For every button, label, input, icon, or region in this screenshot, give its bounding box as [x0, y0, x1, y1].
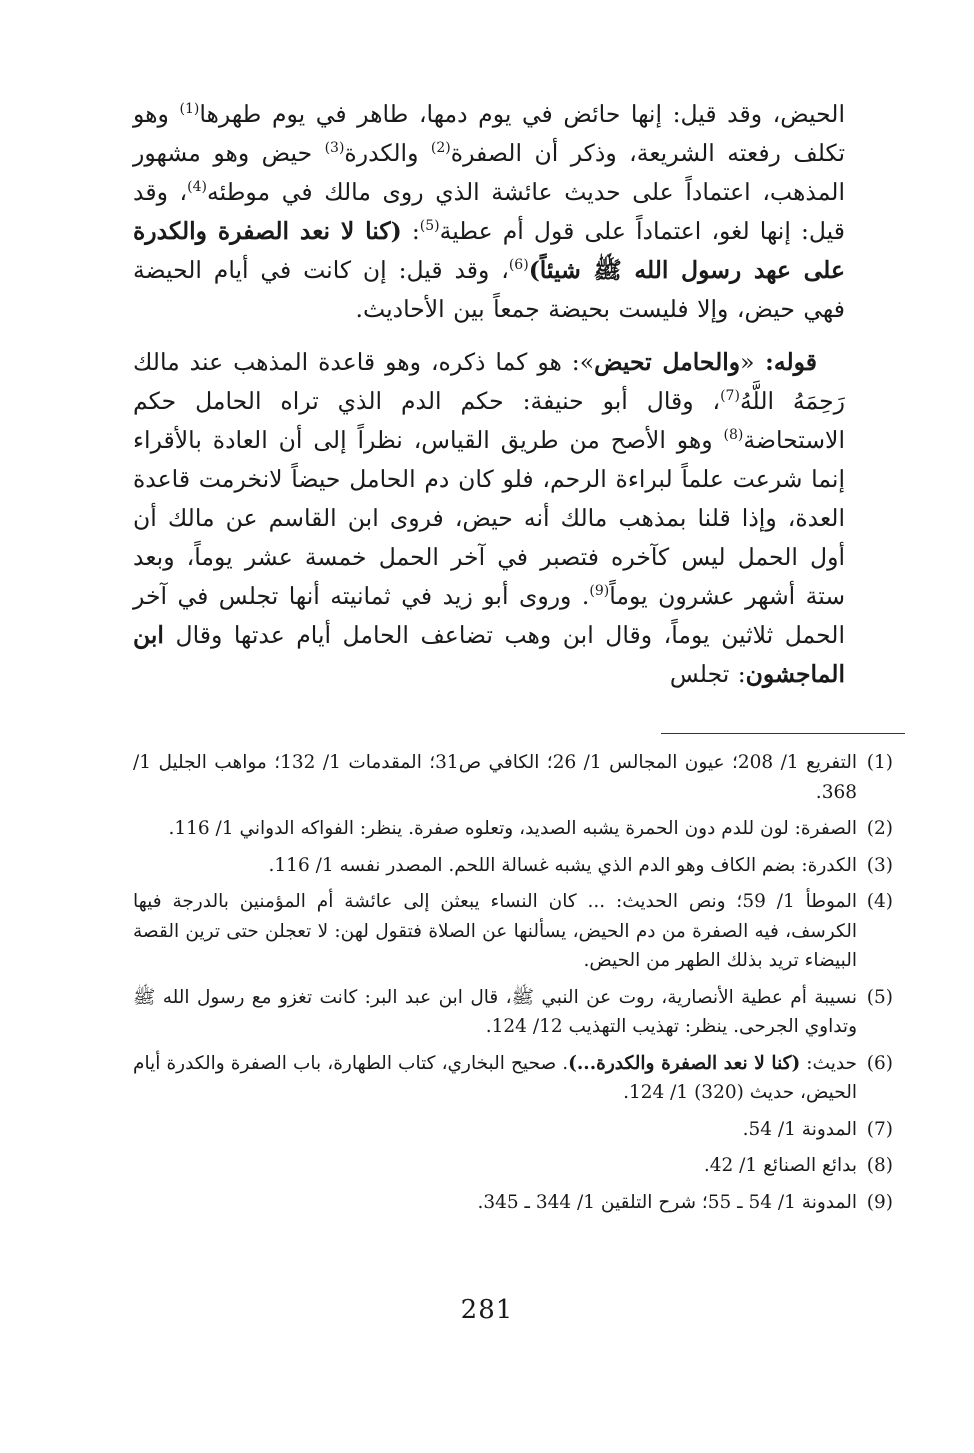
body-paragraph	[133, 95, 845, 329]
footnote-ref: (1)	[179, 101, 200, 118]
text-run: ، وقد قيل: إنها لغو، اعتماداً على قول أم عطية	[133, 178, 845, 245]
text-run: الصفرة: لون للدم دون الحمرة يشبه الصديد، وتعلوه صفرة. ينظر: الفواكه الدواني 1/ 116.	[168, 818, 857, 839]
text-run: الموطأ 1/ 59؛ ونص الحديث: ... كان النساء يبعثن إلى عائشة أم المؤمنين بالدرجة فيها الكرسف، فيه الصفرة من دم الحيض، يسألنها عن الصلاة فتقول لهن: لا تعجلن حتى ترين القصة البيضاء تريد بذلك الطهر من الحيض.	[133, 891, 857, 971]
text-run: حديث:	[800, 1052, 857, 1074]
footnote-text	[133, 1188, 857, 1218]
text-run: ، وقد قيل: إن كانت في أيام الحيضة فهي حيض، وإلا فليست بحيضة جمعاً بين الأحاديث.	[133, 256, 845, 323]
text-run: المدونة 1/ 54.	[742, 1118, 857, 1140]
text-run: وهو تكلف رفعته الشريعة، وذكر أن الصفرة	[133, 100, 845, 167]
footnote-ref: (2)	[430, 140, 451, 157]
footnote-text	[133, 983, 857, 1042]
footnote	[133, 851, 893, 881]
footnote-number: (8)	[866, 1155, 893, 1176]
footnote	[133, 748, 893, 807]
text-run: التفريع 1/ 208؛ عيون المجالس 1/ 26؛ الكافي ص31؛ المقدمات 1/ 132؛ مواهب الجليل 1/ 368.	[133, 752, 858, 803]
footnote	[133, 1049, 893, 1108]
footnote-text	[133, 748, 857, 807]
footnote	[133, 1115, 893, 1145]
body-paragraph	[133, 343, 845, 694]
footnote-number: (6)	[866, 1052, 893, 1074]
text-run: :	[401, 217, 420, 245]
footnote	[133, 887, 893, 976]
text-run: حيض وهو مشهور المذهب، اعتماداً على حديث عائشة الذي روى مالك في موطئه	[133, 139, 845, 206]
footnote-number: (4)	[866, 891, 893, 912]
text-run: ، وقال أبو حنيفة: حكم الدم الذي تراه الحامل حكم الاستحاضة	[133, 387, 845, 454]
footnote-text	[133, 1115, 857, 1145]
footnote-number: (9)	[866, 1191, 893, 1213]
bold-text: ابن الماجشون	[133, 621, 845, 688]
text-run: . وروى أبو زيد في ثمانيته أنها تجلس في آخر الحمل ثلاثين يوماً، وقال ابن وهب تضاعف الحامل أيام عدتها وقال	[133, 582, 845, 649]
page-number: 281	[460, 1295, 514, 1325]
text-run: : تجلس	[669, 660, 746, 688]
text-run: . صحيح البخاري، كتاب الطهارة، باب الصفرة والكدرة أيام الحيض، حديث (320) 1/ 124.	[133, 1052, 857, 1103]
footnote-number: (2)	[866, 818, 893, 839]
footnote-text	[133, 887, 857, 976]
footnote	[133, 983, 893, 1042]
footnote-ref: (4)	[187, 179, 207, 196]
bold-text: (كنا لا نعد الصفرة والكدرة على عهد رسول الله ﷺ شيئاً)	[133, 217, 845, 284]
text-run: بدائع الصنائع 1/ 42.	[703, 1155, 857, 1176]
text-run: وهو الأصح من طريق القياس، نظراً إلى أن العادة بالأقراء إنما شرعت علماً لبراءة الرحم، فلو كان دم الحامل حيضاً لانخرمت قاعدة العدة، وإذا قلنا بمذهب مالك أنه حيض، فروى ابن القاسم عن مالك أن أول الحمل ليس كآخره فتصبر في آخر الحمل خمسة عشر يوماً، وبعد ستة أشهر عشرون يوماً	[133, 426, 846, 610]
footnote-ref: (6)	[508, 257, 529, 274]
text-run: نسيبة أم عطية الأنصارية، روت عن النبي ﷺ، قال ابن عبد البر: كانت تغزو مع رسول الله ﷺ وتداوي الجرحى. ينظر: تهذيب التهذيب 12/ 124.	[133, 986, 857, 1037]
footnote-separator	[661, 733, 905, 734]
text-run: الكدرة: بضم الكاف وهو الدم الذي يشبه غسالة اللحم. المصدر نفسه 1/ 116.	[268, 854, 857, 876]
bold-text: (كنا لا نعد الصفرة والكدرة...)	[568, 1052, 801, 1074]
footnote-text	[133, 814, 857, 844]
footnote-text	[133, 1049, 857, 1108]
footnote-text	[133, 1151, 857, 1181]
footnote-number: (3)	[866, 854, 893, 876]
main-text	[133, 95, 845, 694]
footnote-ref: (3)	[324, 140, 345, 157]
footnote-text	[133, 851, 857, 881]
text-run: والكدرة	[344, 139, 431, 167]
text-run: الحيض، وقد قيل: إنها حائض في يوم دمها، طاهر في يوم طهرها	[199, 100, 845, 128]
footnote	[133, 814, 893, 844]
text-run: »: هو كما ذكره، وهو قاعدة المذهب عند مالك رَحِمَهُ اللَّهُ	[133, 348, 845, 415]
text-run: المدونة 1/ 54 ـ 55؛ شرح التلقين 1/ 344 ـ 345.	[477, 1191, 857, 1213]
footnote	[133, 1188, 893, 1218]
footnote-number: (7)	[866, 1118, 893, 1140]
text-run: «	[740, 348, 755, 376]
footnotes	[133, 748, 893, 1224]
footnote-ref: (8)	[723, 427, 744, 444]
footnote-ref: (7)	[720, 388, 740, 405]
footnote-ref: (5)	[419, 218, 440, 235]
bold-text: والحامل تحيض	[594, 348, 741, 376]
footnote-number: (1)	[866, 752, 893, 773]
footnote	[133, 1151, 893, 1181]
footnote-ref: (9)	[589, 583, 610, 600]
footnote-number: (5)	[866, 986, 893, 1008]
bold-text: قوله:	[754, 348, 817, 376]
